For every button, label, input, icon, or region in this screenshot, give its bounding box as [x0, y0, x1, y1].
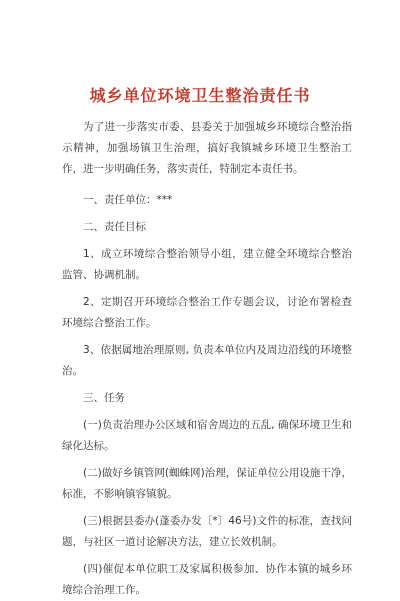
intro-paragraph: 为了进一步落实市委、县委关于加强城乡环境综合整治指示精神，加强场镇卫生治理，搞好我镇城乡环境卫生整治工作，进一步明确任务，落实责任，特制定本责任书。: [62, 121, 352, 175]
document-body: [62, 117, 352, 601]
task-item-2: (二)做好乡镇管网(蜘蛛网)治理，保证单位公用设施干净，标准，不影响镇容镇貌。: [62, 467, 352, 500]
task-item-4: (四)催促本单位职工及家属积极参加、协作本镇的城乡环境综合治理工作。: [62, 563, 352, 596]
goal-item-3: 3、依据属地治理原则, 负责本单位内及周边沿线的环境整治。: [62, 344, 352, 377]
section-goals-heading: 二、责任目标: [83, 221, 146, 233]
task-item-1: (一)负责治理办公区域和宿舍周边的五乱, 确保环境卫生和绿化达标。: [62, 419, 352, 452]
goal-item-1: 1、成立环境综合整治领导小组，建立健全环境综合整治监管、协调机制。: [62, 248, 352, 281]
task-item-3: (三)根据县委办(蓬委办发〔*〕46号)文件的标准，查找问题，与社区一道讨论解决方法，建立长效机制。: [62, 515, 352, 548]
section-tasks-heading: 三、任务: [83, 392, 125, 404]
document-title: 城乡单位环境卫生整治责任书: [89, 86, 311, 105]
section-responsible-unit: 一、责任单位：***: [83, 194, 173, 206]
goal-item-2: 2、定期召开环境综合整治工作专题会议，讨论布署检查环境综合整治工作。: [62, 296, 352, 329]
